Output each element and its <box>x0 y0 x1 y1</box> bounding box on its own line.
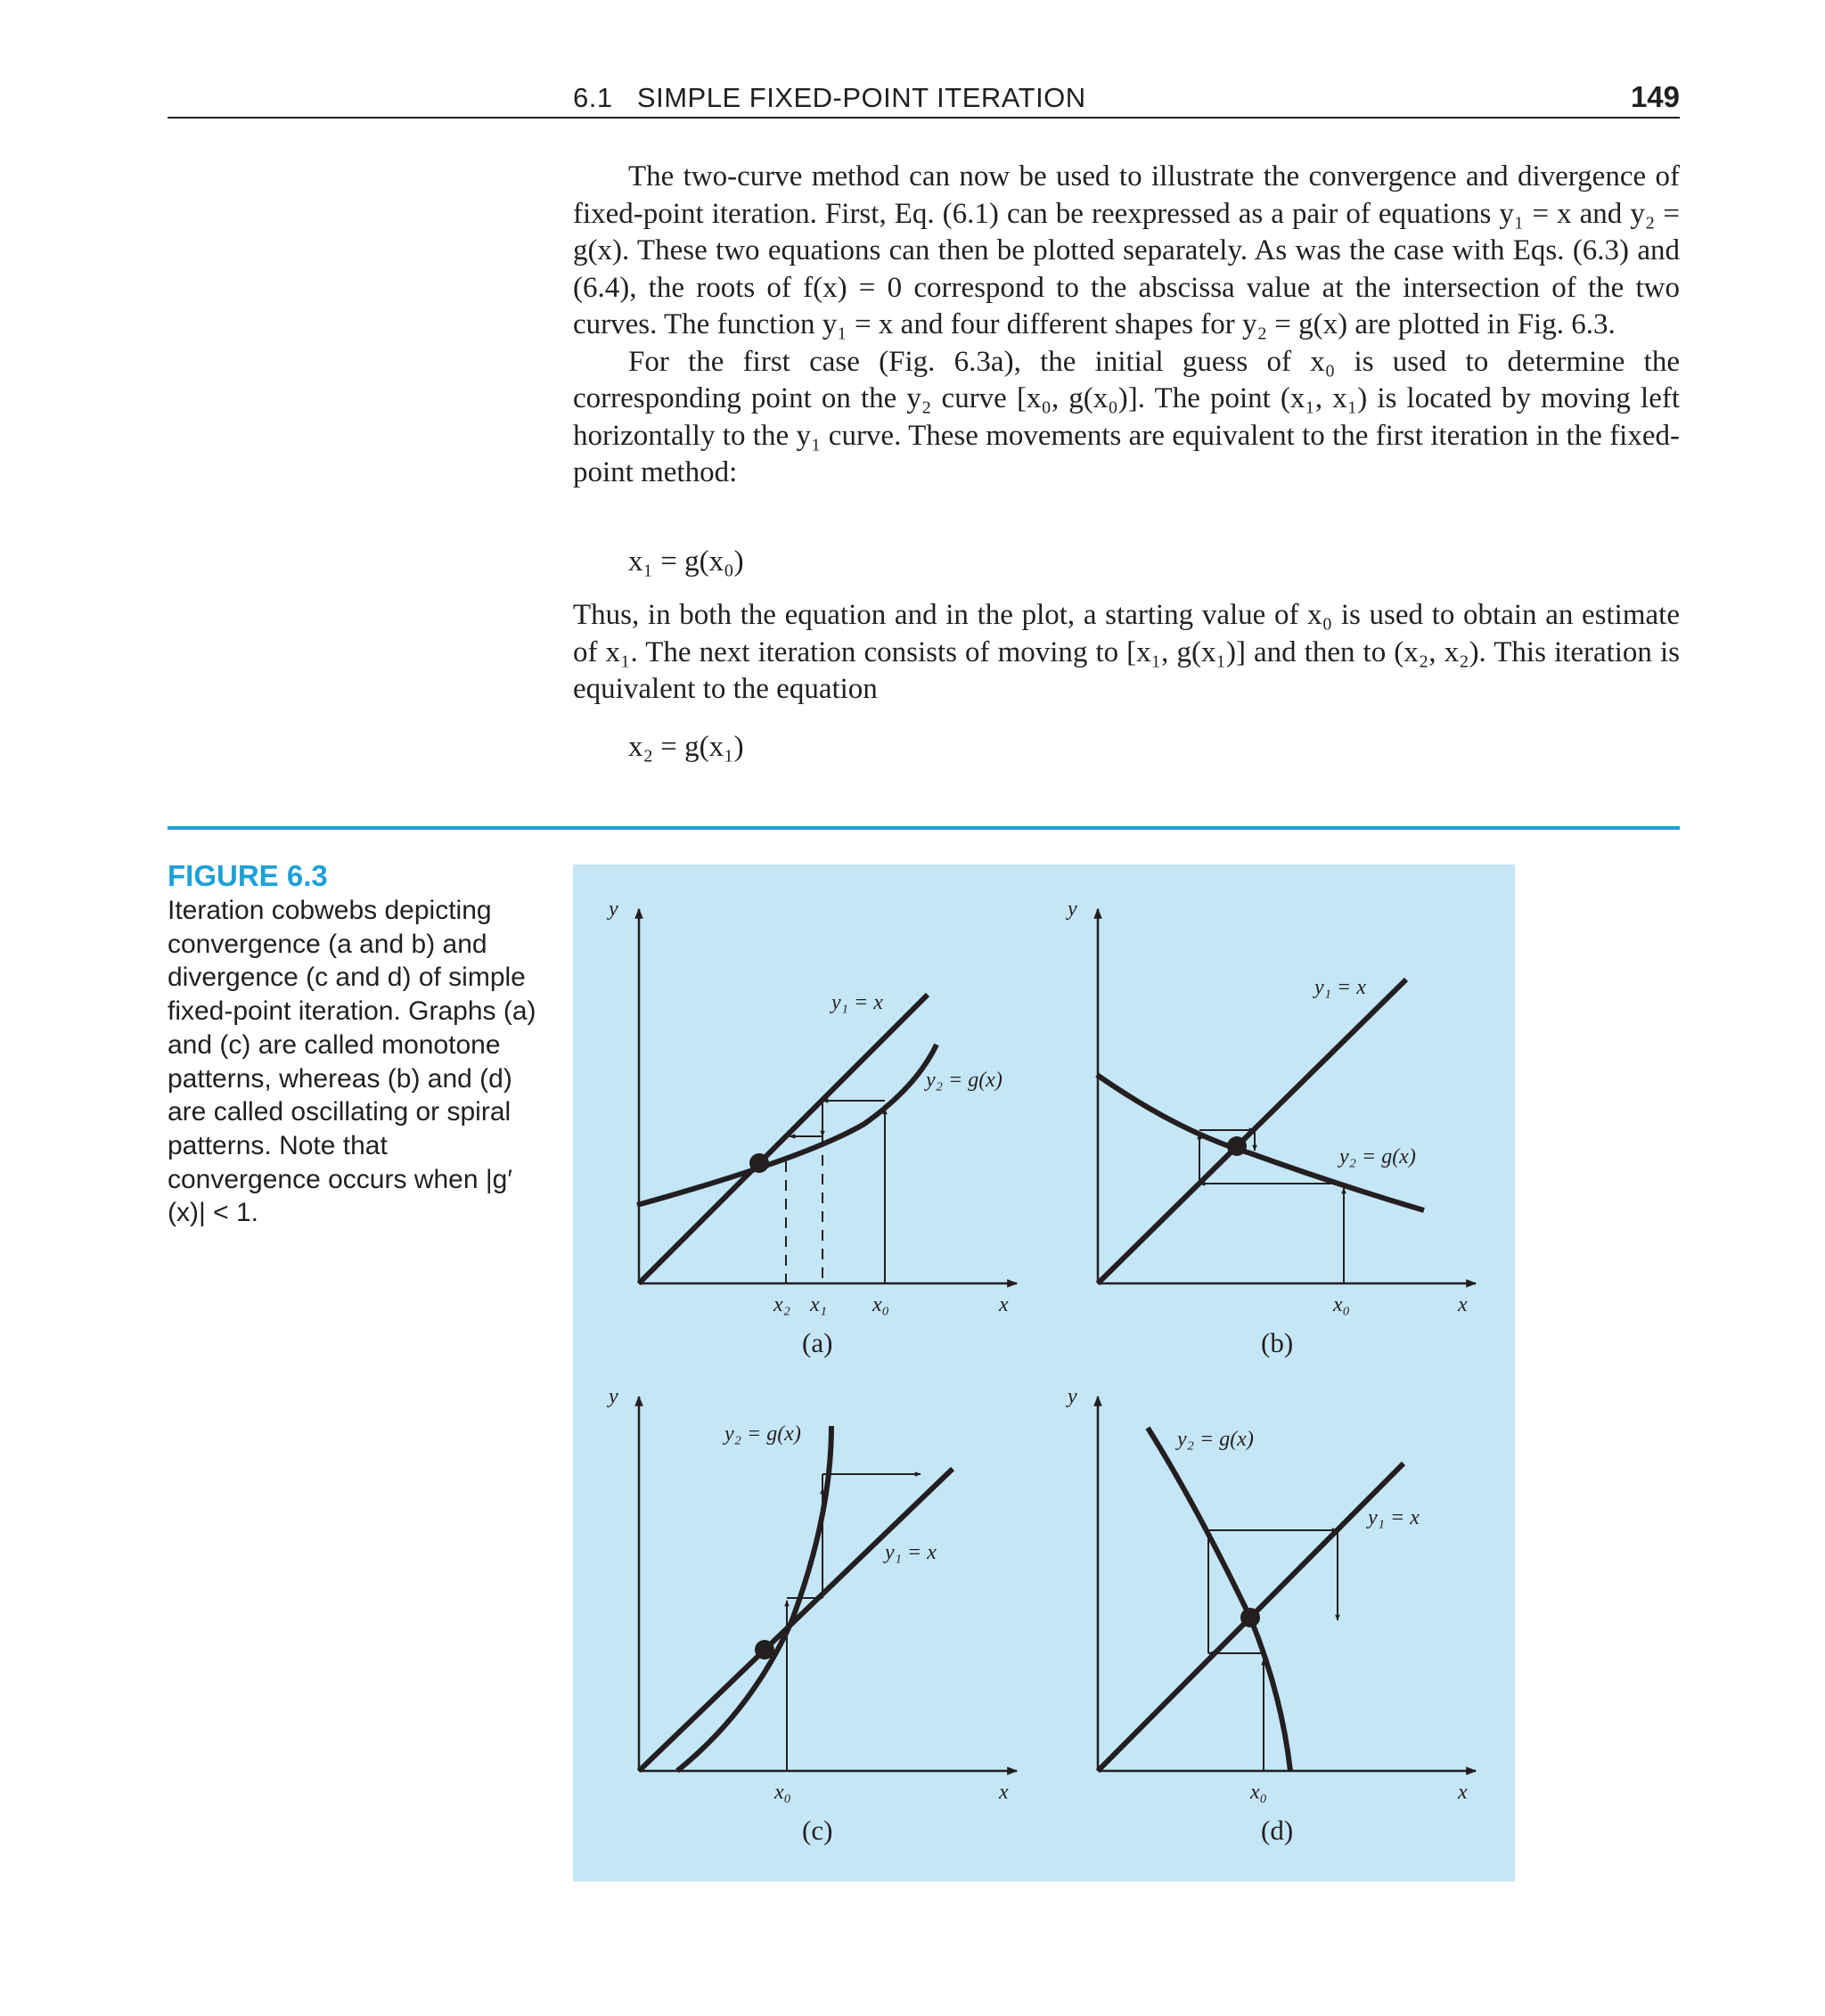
figure-rule <box>168 826 1680 830</box>
header-rule <box>168 117 1680 119</box>
figure-panel <box>573 865 1515 1881</box>
panel-c-label-y2: y₂ = g(x) <box>724 1422 801 1446</box>
panel-c <box>607 1385 1017 1846</box>
panel-b-tick-x0: x₀ <box>1333 1293 1350 1316</box>
panel-a-label-y2: y₂ = g(x) <box>926 1069 1003 1092</box>
figure-caption: Iteration cobwebs depicting convergence (a and b) and divergence (c and d) of simple fixed-point iteration. Graphs (a) and (c) are called monotone patterns, whereas (b) and (d) are called oscillating or spiral patterns. Note that convergence occurs when |g′(x)| < 1. <box>168 896 536 1228</box>
panel-c-curve-y1 <box>639 1469 953 1771</box>
panel-a-label-y1: y₁ = x <box>831 991 883 1014</box>
panel-a-tick-x0: x₀ <box>872 1293 889 1316</box>
cobweb-figure <box>573 865 1515 1881</box>
panel-b-label-y1: y₁ = x <box>1314 976 1366 999</box>
body-text-block <box>573 159 1680 492</box>
equation-1: x₁ = g(x₀) <box>628 545 744 578</box>
body-text-block-2 <box>573 597 1680 709</box>
panel-b-axis-x-label: x <box>1458 1293 1468 1316</box>
paragraph-3: Thus, in both the equation and in the plot, a starting value of x₀ is used to obtain an estimate of x₁. The next iteration consists of moving to [x₁, g(x₁)] and then to (x₂, x₂). This iteration is equivalent to the equation <box>573 599 1680 705</box>
panel-a-axis-y-label: y <box>609 897 618 921</box>
panel-c-tick-x0: x₀ <box>774 1781 791 1804</box>
running-header-section: 6.1 SIMPLE FIXED-POINT ITERATION <box>573 82 1086 113</box>
panel-d <box>1066 1385 1476 1846</box>
panel-a-tick-x2: x₂ <box>773 1293 790 1316</box>
panel-c-fixed-point <box>755 1640 774 1660</box>
panel-a-axis-x-label: x <box>999 1293 1009 1316</box>
panel-d-tick-x0: x₀ <box>1250 1781 1267 1804</box>
figure-label: FIGURE 6.3 <box>168 859 328 892</box>
panel-b-fixed-point <box>1227 1136 1247 1156</box>
page-number: 149 <box>1630 80 1680 113</box>
panel-b-axis-y-label: y <box>1068 897 1077 921</box>
paragraph-1: The two-curve method can now be used to illustrate the convergence and divergence of fixed-point iteration. First, Eq. (6.1) can be reexpressed as a pair of equations y₁ = x and y₂ = g(x). These two equations can then be plotted separately. As was the case with Eqs. (6.3) and (6.4), the roots of f(x) = 0 correspond to the abscissa value at the intersection of the two curves. The function y₁ = x and four different shapes for y₂ = g(x) are plotted in Fig. 6.3. <box>573 160 1680 340</box>
panel-d-axis-y-label: y <box>1068 1385 1077 1408</box>
panel-b-label-y2: y₂ = g(x) <box>1339 1145 1416 1168</box>
panel-b-tag: (b) <box>1261 1327 1294 1358</box>
panel-c-label-y1: y₁ = x <box>885 1541 937 1564</box>
panel-a-tick-x1: x₁ <box>810 1293 827 1316</box>
panel-a <box>607 897 1017 1358</box>
panel-c-axis-y-label: y <box>609 1385 618 1408</box>
panel-d-tag: (d) <box>1261 1815 1294 1846</box>
equation-2: x₂ = g(x₁) <box>628 731 744 763</box>
paragraph-2: For the first case (Fig. 6.3a), the initial guess of x₀ is used to determine the corresponding point on the y₂ curve [x₀, g(x₀)]. The point (x₁, x₁) is located by moving left horizontally to the y₁ curve. These movements are equivalent to the first iteration in the fixed-point method: <box>573 345 1680 488</box>
panel-d-label-y2: y₂ = g(x) <box>1177 1428 1254 1451</box>
panel-c-tag: (c) <box>802 1815 833 1846</box>
panel-b <box>1066 897 1476 1358</box>
panel-a-tag: (a) <box>802 1327 833 1358</box>
panel-b-curve-y1 <box>1098 979 1406 1283</box>
panel-d-label-y1: y₁ = x <box>1368 1506 1420 1529</box>
panel-d-axis-x-label: x <box>1458 1781 1468 1804</box>
panel-a-fixed-point <box>749 1153 769 1173</box>
panel-b-curve-y2 <box>1097 1075 1424 1210</box>
panel-d-fixed-point <box>1240 1608 1260 1627</box>
panel-c-axis-x-label: x <box>999 1781 1009 1804</box>
